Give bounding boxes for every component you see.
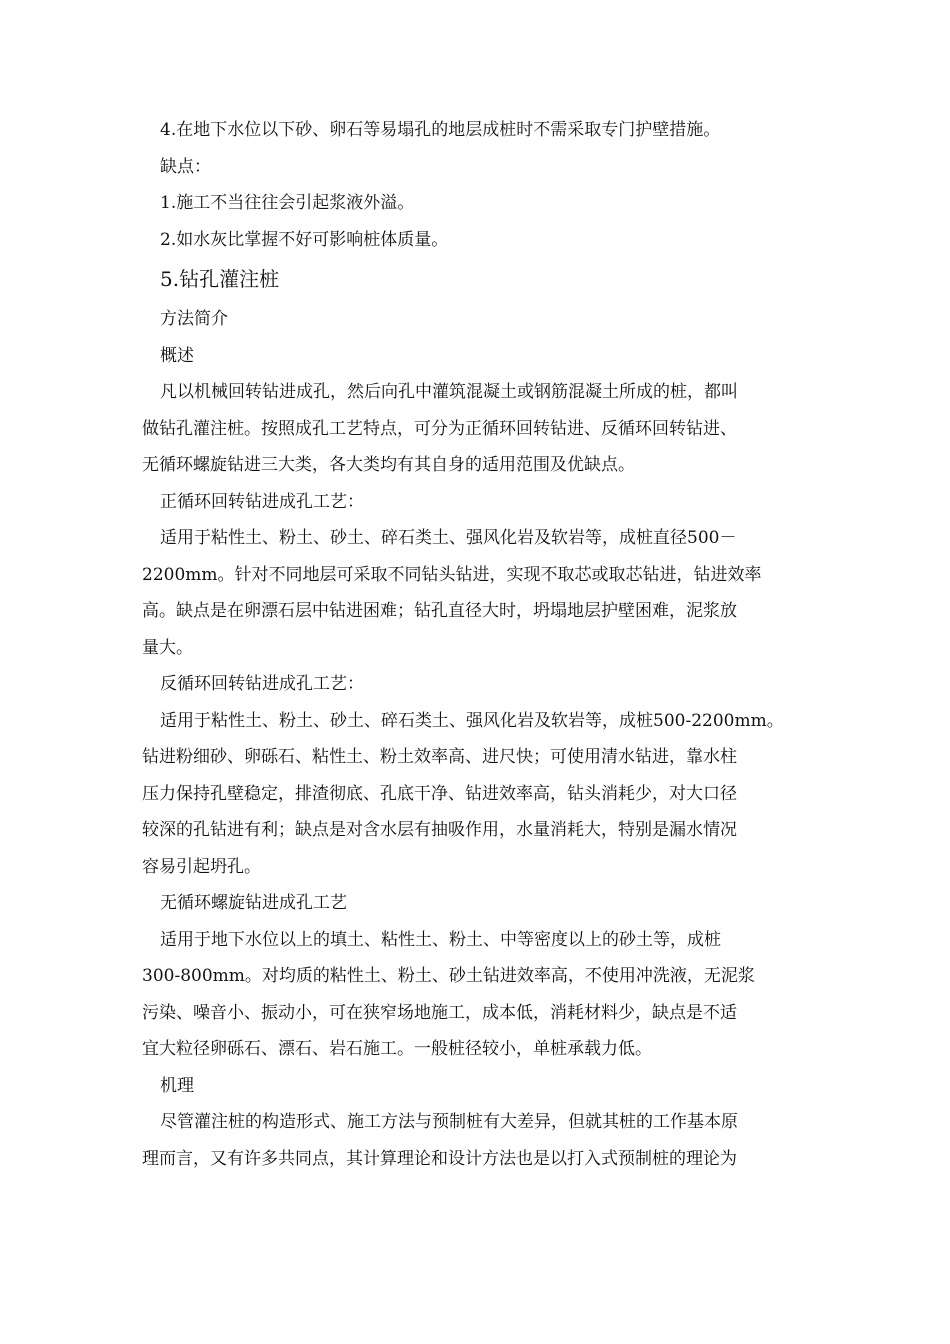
text-line: 理而言，又有许多共同点，其计算理论和设计方法也是以打入式预制桩的理论为 xyxy=(142,1148,737,1169)
text-line: 无循环螺旋钻进三大类，各大类均有其自身的适用范围及优缺点。 xyxy=(142,455,635,475)
text-line: 300-800mm。对均质的粘性土、粉土、砂土钻进效率高，不使用冲洗液，无泥浆 xyxy=(142,966,755,986)
text-line: 2200mm。针对不同地层可采取不同钻头钻进，实现不取芯或取芯钻进，钻进效率 xyxy=(142,564,762,585)
text-line: 凡以机械回转钻进成孔，然后向孔中灌筑混凝土或钢筋混凝土所成的桩，都叫 xyxy=(160,382,738,402)
text-line: 高。缺点是在卵漂石层中钻进困难；钻孔直径大时，坍塌地层护壁困难，泥浆放 xyxy=(142,601,737,621)
text-line: 容易引起坍孔。 xyxy=(142,856,261,877)
document-body xyxy=(142,112,822,1177)
text-line: 缺点： xyxy=(160,156,211,177)
subheading: 无循环螺旋钻进成孔工艺 xyxy=(160,893,347,913)
subheading: 正循环回转钻进成孔工艺： xyxy=(160,491,364,512)
text-line: 宜大粒径卵砾石、漂石、岩石施工。一般桩径较小，单桩承载力低。 xyxy=(142,1039,652,1059)
subheading: 反循环回转钻进成孔工艺： xyxy=(160,674,364,694)
text-line: 适用于地下水位以上的填土、粘性土、粉土、中等密度以上的砂土等，成桩 xyxy=(160,929,721,950)
subheading: 概述 xyxy=(160,345,194,366)
text-line: 污染、噪音小、振动小，可在狭窄场地施工，成本低，消耗材料少，缺点是不适 xyxy=(142,1002,737,1023)
subheading: 机理 xyxy=(160,1075,194,1096)
text-line: 4.在地下水位以下砂、卵石等易塌孔的地层成桩时不需采取专门护壁措施。 xyxy=(160,120,721,140)
text-line: 适用于粘性土、粉土、砂土、碎石类土、强风化岩及软岩等，成桩500-2200mm。 xyxy=(160,710,784,731)
text-line: 1.施工不当往往会引起浆液外溢。 xyxy=(160,193,415,213)
subheading: 方法简介 xyxy=(160,309,228,329)
text-line: 钻进粉细砂、卵砾石、粘性土、粉土效率高、进尺快；可使用清水钻进，靠水柱 xyxy=(142,747,737,767)
section-heading: 5.钻孔灌注桩 xyxy=(160,267,280,291)
text-line: 量大。 xyxy=(142,637,193,658)
text-line: 做钻孔灌注桩。按照成孔工艺特点，可分为正循环回转钻进、反循环回转钻进、 xyxy=(142,418,737,439)
text-line: 适用于粘性土、粉土、砂土、碎石类土、强风化岩及软岩等，成桩直径500－ xyxy=(160,528,737,548)
text-line: 尽管灌注桩的构造形式、施工方法与预制桩有大差异，但就其桩的工作基本原 xyxy=(160,1112,738,1132)
text-line: 压力保持孔壁稳定，排渣彻底、孔底干净、钻进效率高，钻头消耗少，对大口径 xyxy=(142,783,737,804)
text-line: 2.如水灰比掌握不好可影响桩体质量。 xyxy=(160,229,449,250)
text-line: 较深的孔钻进有利；缺点是对含水层有抽吸作用，水量消耗大，特别是漏水情况 xyxy=(142,820,737,840)
